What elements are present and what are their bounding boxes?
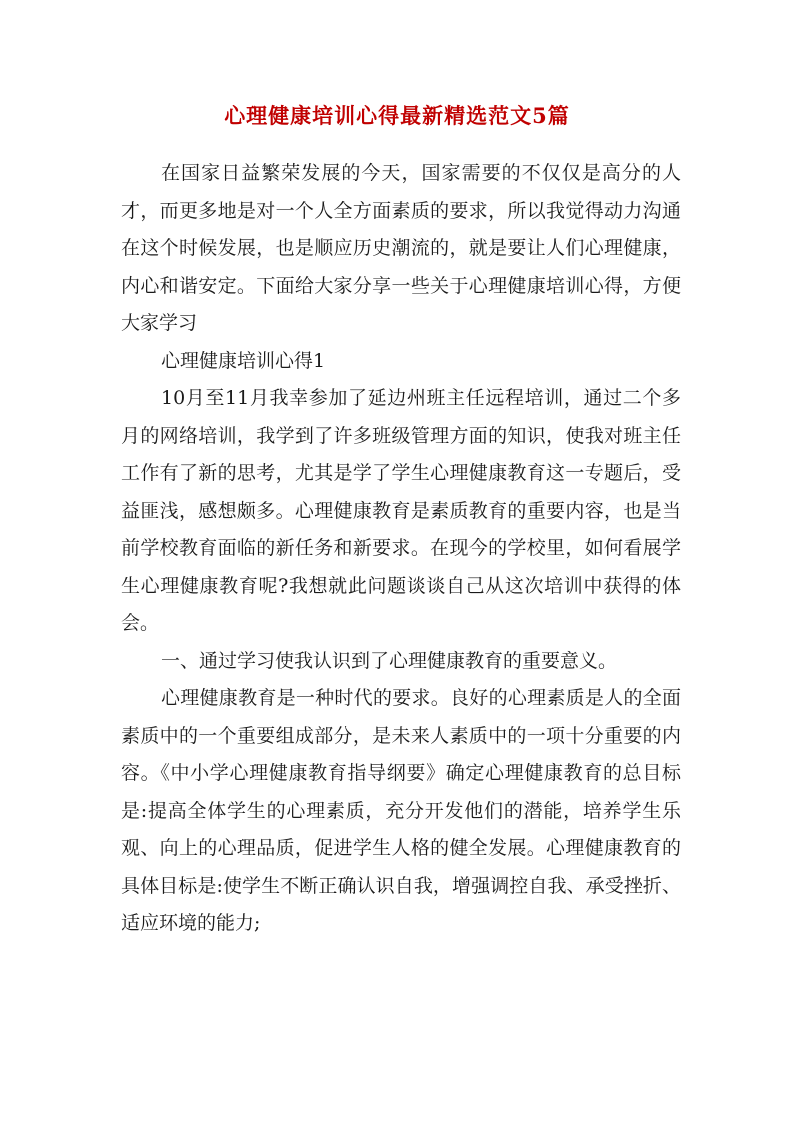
- document-body: [121, 155, 681, 943]
- intro-paragraph: 在国家日益繁荣发展的今天，国家需要的不仅仅是高分的人才，而更多地是对一个人全方面素质的要求，所以我觉得动力沟通在这个时候发展，也是顺应历史潮流的，就是要让人们心理健康，内心和谐安定。下面给大家分享一些关于心理健康培训心得，方便大家学习: [121, 162, 681, 334]
- body-paragraph: 心理健康教育是一种时代的要求。良好的心理素质是人的全面素质中的一个重要组成部分，是未来人素质中的一项十分重要的内容。《中小学心理健康教育指导纲要》确定心理健康教育的总目标是:提高全体学生的心理素质，充分开发他们的潜能，培养学生乐观、向上的心理品质，促进学生人格的健全发展。心理健康教育的具体目标是:使学生不断正确认识自我，增强调控自我、承受挫折、适应环境的能力;: [121, 687, 681, 934]
- body-paragraph: 10月至11月我幸参加了延边州班主任远程培训，通过二个多月的网络培训，我学到了许多班级管理方面的知识，使我对班主任工作有了新的思考，尤其是学了学生心理健康教育这一专题后，受益匪浅，感想颇多。心理健康教育是素质教育的重要内容，也是当前学校教育面临的新任务和新要求。在现今的学校里，如何看展学生心理健康教育呢?我想就此问题谈谈自己从这次培训中获得的体会。: [121, 387, 681, 634]
- document-title: 心理健康培训心得最新精选范文5篇: [224, 103, 570, 128]
- section-heading: 心理健康培训心得1: [161, 349, 326, 372]
- subsection-heading: 一、通过学习使我认识到了心理健康教育的重要意义。: [161, 649, 618, 672]
